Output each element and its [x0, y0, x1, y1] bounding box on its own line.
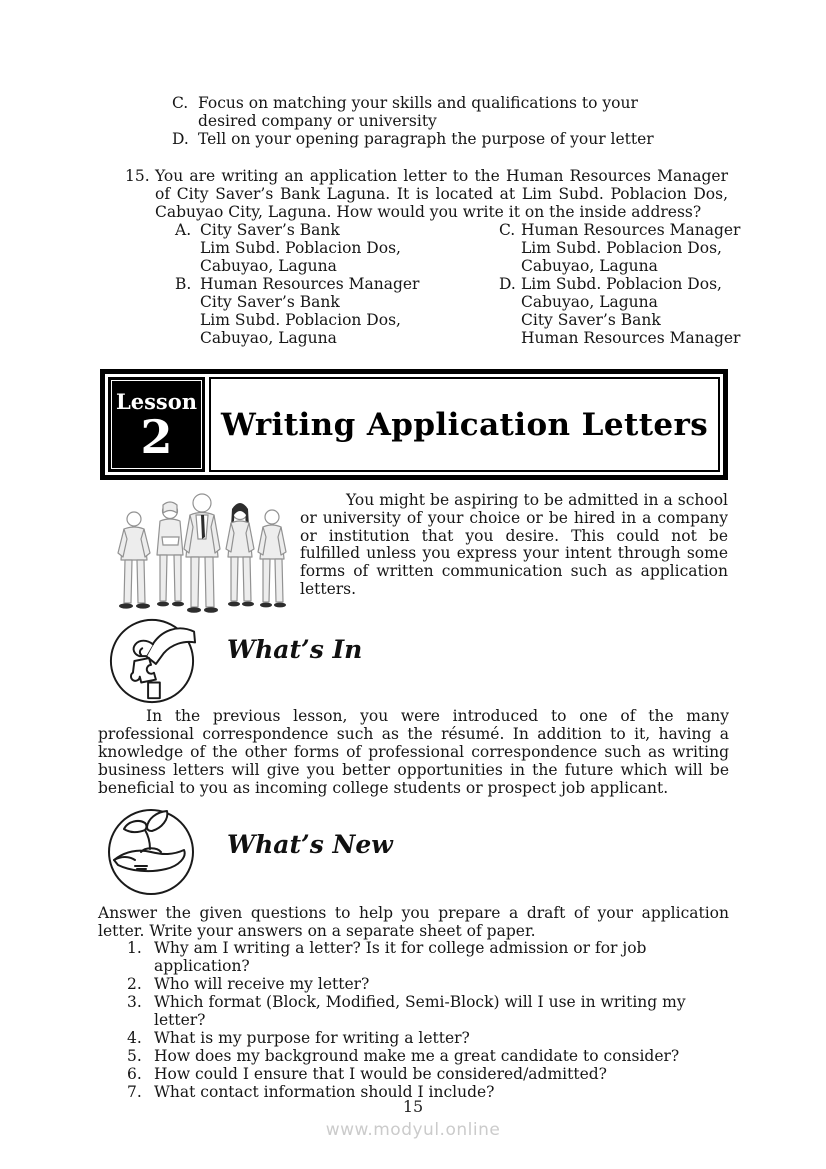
item-number: 1.	[127, 939, 142, 957]
option-c	[499, 221, 740, 275]
question-14-options	[172, 94, 692, 148]
whats-new-question-list	[127, 939, 727, 1101]
address-line: Cabuyao, Laguna	[521, 257, 658, 275]
item-text: What is my purpose for writing a letter?	[154, 1029, 470, 1047]
lesson-intro-paragraph: You might be aspiring to be admitted in a school or university of your choice or be hired in a company or institution that you desire. This could not be fulfilled unless you express your intent through some forms of written communication such as application letters.	[300, 491, 728, 598]
item-number: 3.	[127, 993, 142, 1011]
item-number: 6.	[127, 1065, 142, 1083]
address-line: Human Resources Manager	[200, 275, 420, 293]
item-text: Who will receive my letter?	[154, 975, 370, 993]
people-sketch-icon	[103, 487, 295, 615]
page-number: 15	[402, 1097, 424, 1116]
item-number: 7.	[127, 1083, 142, 1101]
list-item	[127, 1065, 727, 1083]
hand-with-puzzle-piece-icon	[107, 616, 197, 706]
question-15-number: 15.	[125, 167, 150, 185]
list-item	[127, 993, 727, 1029]
address-line: Human Resources Manager	[521, 329, 741, 347]
address-line: Human Resources Manager	[521, 221, 741, 239]
lesson-number-box	[108, 377, 205, 472]
lesson-label: Lesson	[115, 388, 198, 414]
lesson-number: 2	[140, 409, 173, 464]
whats-new-heading: What’s New	[227, 830, 393, 859]
item-number: 4.	[127, 1029, 142, 1047]
question-15-options-column-left	[175, 221, 419, 347]
option-label: D.	[499, 275, 516, 293]
option-label: C.	[499, 221, 516, 239]
address-line: Lim Subd. Poblacion Dos,	[521, 239, 722, 257]
list-item	[127, 939, 727, 975]
list-item	[127, 1029, 727, 1047]
whats-new-icon-wrap	[105, 806, 197, 902]
option-address	[200, 275, 419, 347]
address-line: Cabuyao, Laguna	[521, 293, 658, 311]
whats-in-paragraph: In the previous lesson, you were introduced to one of the many professional correspondence such as the résumé. In addition to it, having a knowledge of the other forms of professional correspondence such as writing business letters will give you better opportunities in the future which will be beneficial to you as incoming college students or prospect job applicant.	[98, 707, 729, 797]
lesson-banner	[100, 369, 728, 480]
option-label: D.	[172, 130, 189, 148]
option-a	[175, 221, 419, 275]
item-text: How does my background make me a great candidate to consider?	[154, 1047, 680, 1065]
item-text: What contact information should I include?	[154, 1083, 495, 1101]
address-line: Lim Subd. Poblacion Dos,	[200, 239, 401, 257]
address-line: Lim Subd. Poblacion Dos,	[200, 311, 401, 329]
lesson-title-box	[209, 377, 720, 472]
question-15-options-column-right	[499, 221, 740, 347]
item-text: Which format (Block, Modified, Semi-Block) will I use in writing my letter?	[154, 993, 686, 1029]
address-line: Lim Subd. Poblacion Dos,	[521, 275, 722, 293]
option-label: B.	[175, 275, 192, 293]
address-line: Cabuyao, Laguna	[200, 329, 337, 347]
address-line: City Saver’s Bank	[521, 311, 661, 329]
option-d	[499, 275, 740, 347]
list-item	[127, 975, 727, 993]
watermark: www.modyul.online	[325, 1120, 501, 1140]
group-of-professionals-illustration	[103, 487, 295, 615]
option-label: A.	[175, 221, 192, 239]
option-b	[175, 275, 419, 347]
option-d	[172, 130, 692, 148]
item-text: How could I ensure that I would be considered/admitted?	[154, 1065, 607, 1083]
option-text: Focus on matching your skills and qualifications to your desired company or university	[198, 94, 638, 130]
whats-in-icon-wrap	[107, 616, 197, 710]
list-item	[127, 1047, 727, 1065]
option-address	[521, 275, 740, 347]
address-line: Cabuyao, Laguna	[200, 257, 337, 275]
item-text: Why am I writing a letter? Is it for college admission or for job application?	[154, 939, 647, 975]
option-c	[172, 94, 692, 130]
hand-holding-sprout-icon	[105, 806, 197, 898]
item-number: 5.	[127, 1047, 142, 1065]
whats-new-instructions: Answer the given questions to help you prepare a draft of your application letter. Write your answers on a separate sheet of paper.	[98, 904, 729, 940]
whats-in-heading: What’s In	[227, 635, 363, 664]
question-15-text: You are writing an application letter to the Human Resources Manager of City Saver’s Bank Laguna. It is located at Lim Subd. Poblacion Dos, Cabuyao City, Laguna. How would you write it on the inside address?	[155, 167, 728, 221]
address-line: City Saver’s Bank	[200, 293, 340, 311]
lesson-title: Writing Application Letters	[221, 406, 709, 443]
option-address	[521, 221, 740, 275]
option-label: C.	[172, 94, 189, 112]
item-number: 2.	[127, 975, 142, 993]
option-address	[200, 221, 401, 275]
option-text: Tell on your opening paragraph the purpose of your letter	[198, 130, 654, 148]
address-line: City Saver’s Bank	[200, 221, 340, 239]
